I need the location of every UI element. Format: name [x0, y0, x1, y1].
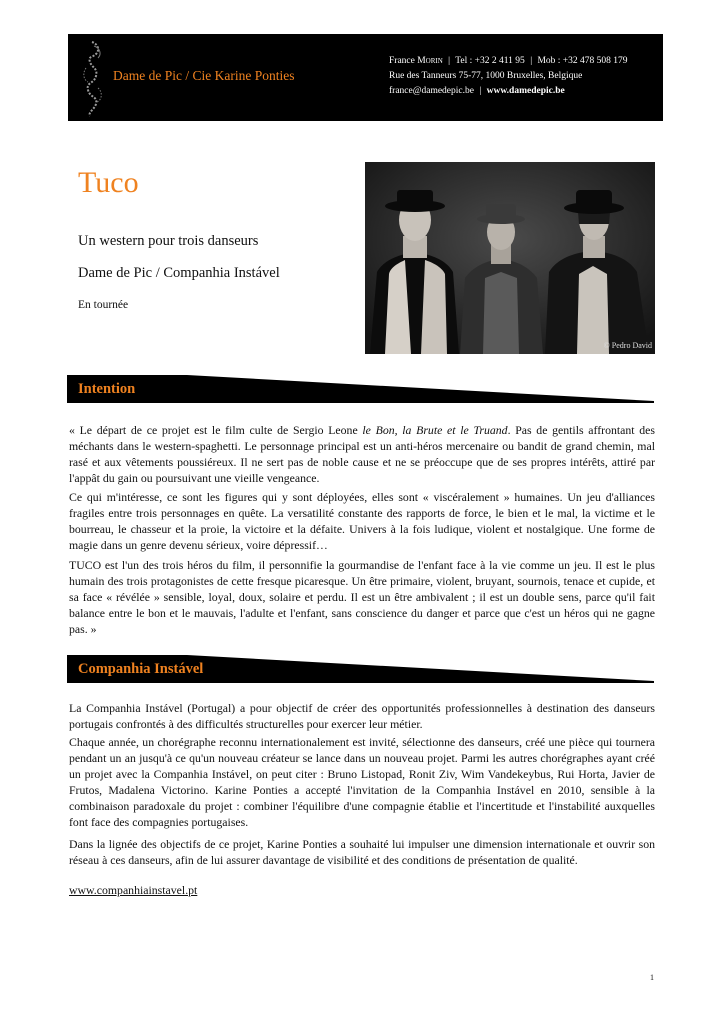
separator: |: [530, 56, 533, 66]
contact-email[interactable]: france@damedepic.be: [389, 86, 474, 96]
photo-credit: © Pedro David: [603, 341, 652, 350]
contact-last-name: Morin: [417, 56, 443, 66]
film-title: le Bon, la Brute et le Truand: [362, 423, 508, 437]
company-line: Dame de Pic / Companhia Instável: [78, 265, 280, 281]
companhia-paragraph-3: Dans la lignée des objectifs de ce projet, Karine Ponties a souhaité lui impulser une dimension internationale et ouvrir son réseau à ces danseurs, afin de lui assurer davantage de visibilité et des conditions de présentation de qualité.: [69, 837, 655, 867]
p1-text-start: « Le départ de ce projet est le film culte de Sergio Leone: [69, 423, 363, 437]
contact-line-web: [389, 84, 628, 99]
subtitle: Un western pour trois danseurs: [78, 233, 259, 249]
contact-tel[interactable]: Tel : +32 2 411 95: [455, 56, 525, 66]
page-title: Tuco: [78, 166, 139, 199]
p1-text-end: . Pas de gentils affrontant des méchants dans le western-spaghetti. Le personnage principal est un anti-héros mercenaire ou bandit de grand chemin, mal rasé et aux vêtements poussiéreux. Il ne sert pas de noble cause et ne se préoccupe que de ses propres intérêts, attiré par l'appât du gain ou poursuivant une vieille vengeance.: [69, 423, 655, 485]
companhia-paragraph-1: La Companhia Instável (Portugal) a pour objectif de créer des opportunités professionnelles à destination des danseurs portugais confrontés à des difficultés structurelles pour exercer leur métier.: [69, 701, 655, 731]
contact-line-phone: [389, 54, 628, 69]
contact-address: Rue des Tanneurs 75-77, 1000 Bruxelles, Belgique: [389, 71, 583, 81]
intention-paragraph-1: [69, 422, 655, 486]
intention-paragraph-2: Ce qui m'intéresse, ce sont les figures qui y sont déployées, elles sont « viscéralement » humaines. Un jeu d'alliances fragiles entre trois personnages en quête. La versatilité constante des rapports de force, le bien et le mal, la victime et le bourreau, le chasseur et la proie, la victoire et la défaite. Univers à la fois ludique, violent et nostalgique. Une forme de magie dans un genre devenu sérieux, voire dépressif…: [69, 490, 655, 552]
section-banner-companhia: [67, 655, 654, 685]
section-banner-intention: [67, 375, 654, 405]
tour-status: En tournée: [78, 299, 129, 311]
section-heading-intention: Intention: [78, 381, 136, 397]
contact-first-name: France: [389, 56, 415, 66]
dancers-photo: [365, 162, 655, 354]
contact-block: [389, 54, 628, 99]
companhia-website-link[interactable]: www.companhiainstavel.pt: [69, 883, 198, 897]
dancers-illustration: [365, 162, 655, 354]
intention-paragraph-3: TUCO est l'un des trois héros du film, il personnifie la gourmandise de l'enfant face à la vie comme un jeu. Il est le plus humain des trois protagonistes de cette fresque picaresque. Un être primaire, violent, bruyant, sournois, tenace et cupide, et sa face « révélée » sensible, loyal, doux, solaire et perdu. Il est un être ambivalent ; il est un double sens, parce qu'il fait balance entre le bon et le mauvais, l'adulte et l'enfant, sans conscience du danger et parce que c'est un héros qui ne gagne pas. »: [69, 558, 655, 636]
companhia-paragraph-2: Chaque année, un chorégraphe reconnu internationalement est invité, sélectionne des danseurs, créé une pièce qui tournera pendant un an jusqu'à ce qu'un nouveau créateur se lance dans un nouveau projet. Parmi les autres chorégraphes ayant créé un projet avec la Companhia Instável, on peut citer : Bruno Listopad, Ronit Ziv, Wim Vandekeybus, Rui Horta, Javier de Frutos, Madalena Victorino. Karine Ponties a accepté l'invitation de la Companhia Instável en 2010, sensible à la combinaison paradoxale du projet : combiner l'équilibre d'une compagnie établie et l'incertitude et l'instabilité auxquelles font face des compagnies portugaises.: [69, 735, 655, 829]
contact-mob[interactable]: Mob : +32 478 508 179: [537, 56, 628, 66]
separator: |: [448, 56, 451, 66]
section-heading-companhia: Companhia Instável: [78, 661, 204, 677]
seahorse-logo-icon: [78, 38, 106, 118]
page-number: 1: [650, 973, 654, 982]
separator: |: [479, 86, 482, 96]
header-band: [68, 34, 663, 121]
contact-website[interactable]: www.damedepic.be: [486, 86, 565, 96]
banner-wedge-shape: [67, 375, 654, 405]
brand-name: Dame de Pic / Cie Karine Ponties: [113, 68, 295, 83]
